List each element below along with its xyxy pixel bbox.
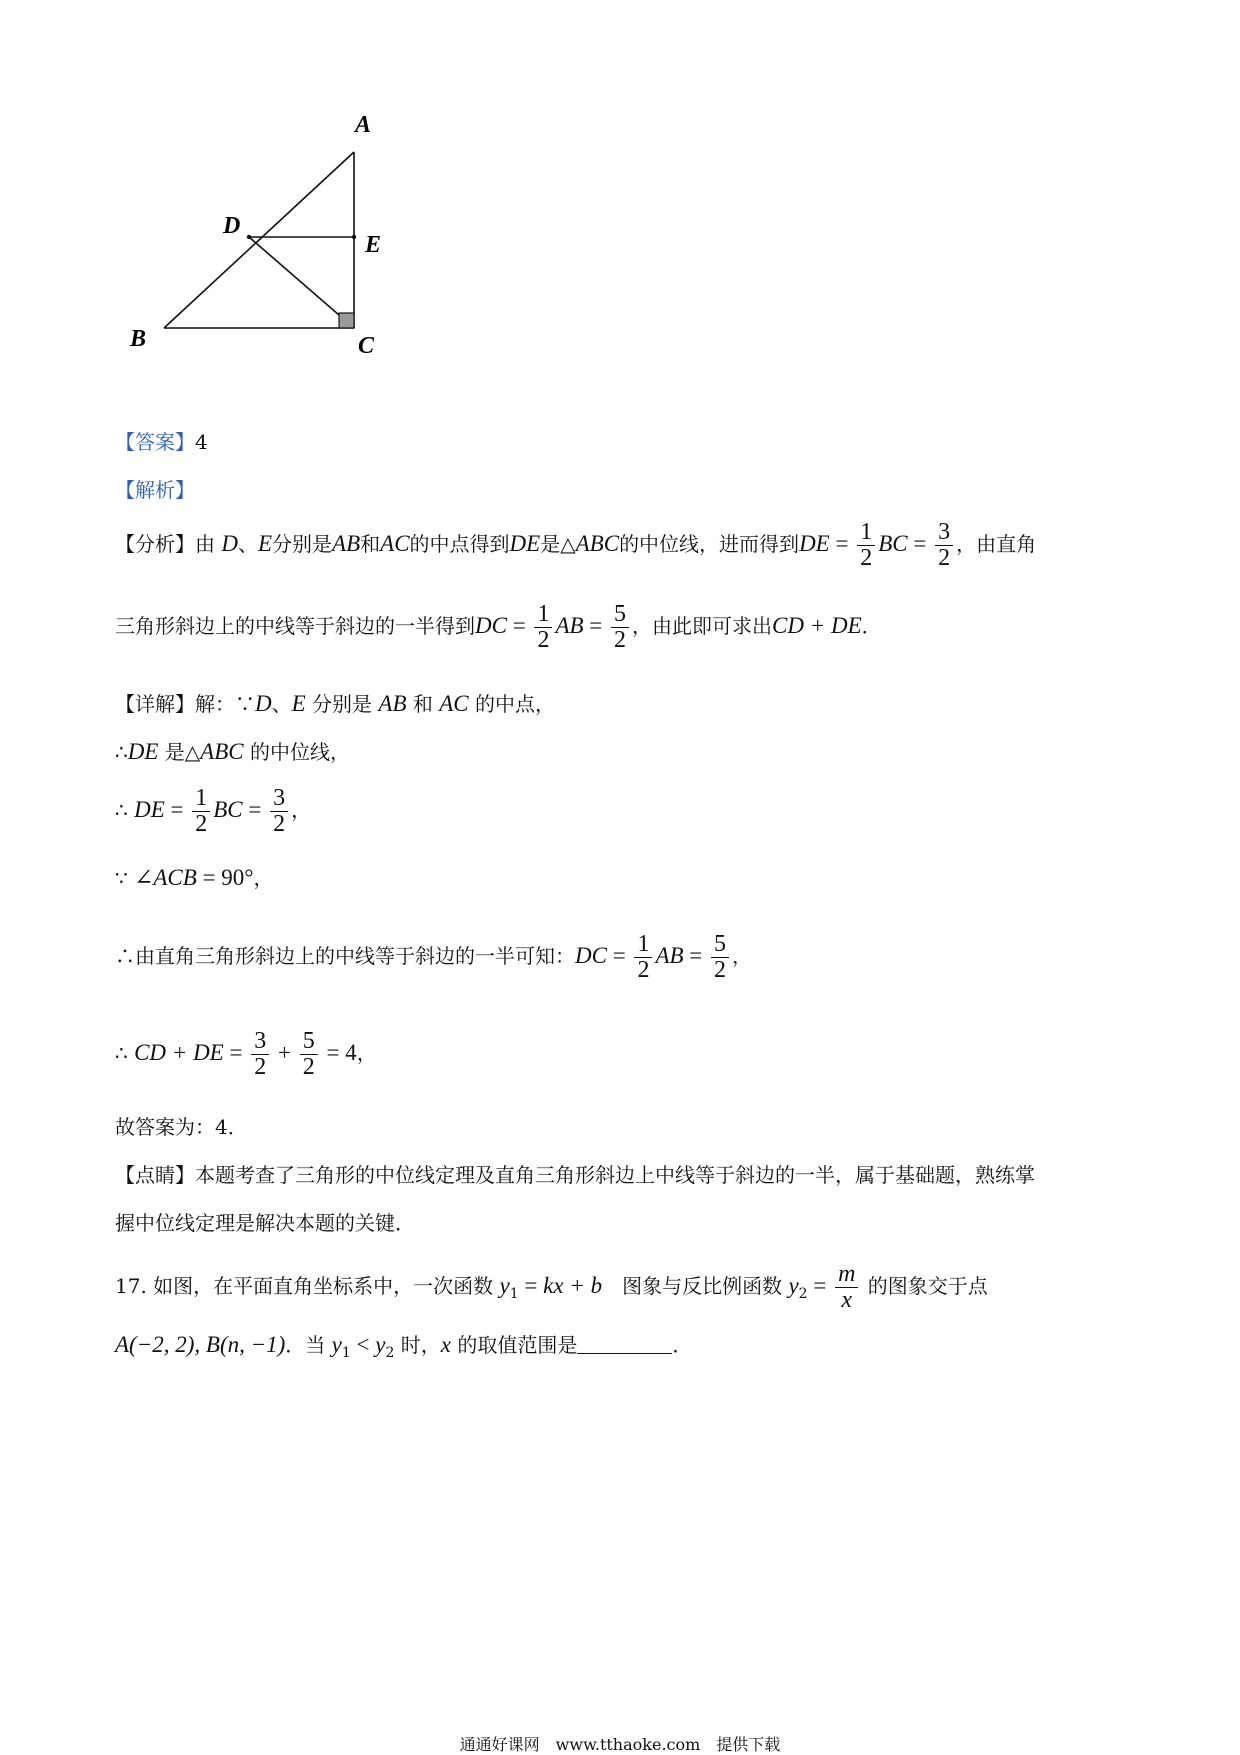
detail-line-7: 故答案为：4． xyxy=(115,1115,248,1139)
text: 和 xyxy=(360,532,381,557)
math: ABC xyxy=(200,739,244,764)
fraction xyxy=(611,602,629,653)
text: 的中点得到 xyxy=(409,532,510,557)
answer-blank[interactable] xyxy=(577,1335,672,1354)
text: ∴ xyxy=(115,1041,135,1066)
text: 的中点， xyxy=(468,692,555,716)
text: ∴ xyxy=(115,798,135,823)
math: = 90° xyxy=(196,865,254,890)
math: AB xyxy=(378,691,407,716)
point-d xyxy=(247,235,251,239)
math: = xyxy=(606,943,632,969)
subscript: 2 xyxy=(385,1345,395,1361)
text: ， xyxy=(732,944,753,969)
text: ，由此即可求出 xyxy=(632,614,773,639)
text: 是△ xyxy=(158,740,201,764)
math: AC xyxy=(439,691,469,716)
text: 如图，在平面直角坐标系中，一次函数 xyxy=(146,1274,500,1299)
text: ， xyxy=(356,1041,377,1066)
denominator: 2 xyxy=(300,1054,318,1080)
detail-tag: 【详解】 xyxy=(115,692,195,716)
detail-line-4 xyxy=(115,866,273,889)
text: 和 xyxy=(406,692,440,716)
math: + xyxy=(272,1040,297,1066)
fraction xyxy=(192,786,210,837)
math: = xyxy=(583,613,609,639)
fenxi-line-1 xyxy=(115,520,1036,571)
right-angle-mark xyxy=(339,313,354,328)
math: ABC xyxy=(575,531,620,557)
detail-line-5 xyxy=(115,932,752,983)
math: DC xyxy=(475,613,507,639)
denominator: 2 xyxy=(857,545,875,571)
numerator: 3 xyxy=(254,1028,267,1054)
answer-line xyxy=(115,432,208,452)
numerator: 1 xyxy=(537,601,550,627)
math: = xyxy=(518,1273,544,1299)
math: DE xyxy=(799,531,830,557)
math: x xyxy=(440,1332,451,1357)
answer-value: 4 xyxy=(195,430,208,454)
text: 的取值范围是 xyxy=(450,1333,578,1357)
answer-tag: 【答案】 xyxy=(115,430,195,454)
fenxi-tag: 【分析】 xyxy=(115,532,195,557)
text: 三角形斜边上的中线等于斜边的一半得到 xyxy=(115,614,475,639)
text: ∴由直角三角形斜边上的中线等于斜边的一半可知： xyxy=(115,944,575,969)
math: < xyxy=(350,1332,376,1357)
fraction xyxy=(835,1262,858,1313)
label-b: B xyxy=(130,326,147,352)
fraction xyxy=(711,932,729,983)
text: 解：∵ xyxy=(195,692,255,716)
math: y xyxy=(499,1273,510,1299)
points: A(−2, 2), B(n, −1) xyxy=(115,1332,286,1357)
math: DE xyxy=(127,739,159,764)
fraction xyxy=(857,520,875,571)
segment-dc xyxy=(249,237,354,328)
point-e xyxy=(352,235,356,239)
math: AB xyxy=(332,531,361,557)
math: = xyxy=(506,613,532,639)
math: DE xyxy=(509,531,541,557)
denominator: 2 xyxy=(251,1054,269,1080)
label-c: C xyxy=(358,333,375,359)
label-d: D xyxy=(223,213,241,239)
triangle-figure xyxy=(120,110,440,400)
text: ∴ xyxy=(115,740,128,764)
math: = xyxy=(223,1040,249,1066)
fraction xyxy=(270,786,288,837)
text: 的图象交于点 xyxy=(861,1274,988,1299)
numerator: 1 xyxy=(637,931,650,957)
text: 分别是 xyxy=(305,692,379,716)
text: 图象与反比例函数 xyxy=(602,1274,789,1299)
numerator: 3 xyxy=(938,519,951,545)
fraction xyxy=(534,602,552,653)
text: ． xyxy=(861,614,882,639)
dianjing-line-2: 握中位线定理是解决本题的关键． xyxy=(115,1211,415,1235)
math: = xyxy=(829,531,855,557)
q17-line-1 xyxy=(115,1262,988,1313)
text: ． xyxy=(672,1333,693,1357)
denominator: 2 xyxy=(611,627,629,653)
math: BC xyxy=(213,797,243,823)
text: ， xyxy=(253,866,274,890)
math: = 4 xyxy=(320,1040,357,1066)
text: ，由直角 xyxy=(956,532,1037,557)
math: BC xyxy=(878,531,908,557)
q17-line-2 xyxy=(115,1333,692,1360)
text: 由 xyxy=(195,532,222,557)
denominator: 2 xyxy=(711,957,729,983)
numerator: 1 xyxy=(195,785,208,811)
math: DE xyxy=(134,797,165,823)
denominator: x xyxy=(835,1287,858,1313)
math: y xyxy=(375,1332,386,1357)
numerator: 3 xyxy=(273,785,286,811)
math: kx + b xyxy=(543,1273,603,1299)
math: DC xyxy=(575,943,607,969)
math: AB xyxy=(555,613,584,639)
math: = xyxy=(807,1273,833,1299)
numerator: m xyxy=(838,1261,856,1287)
subscript: 1 xyxy=(341,1345,351,1361)
fraction xyxy=(935,520,953,571)
math: E xyxy=(291,691,306,716)
math: CD + DE xyxy=(772,613,862,639)
text: ， xyxy=(291,798,312,823)
footer-text: 通通好课网 www.tthaoke.com 提供下载 xyxy=(459,1735,781,1754)
detail-line-6 xyxy=(115,1029,377,1080)
text: ．当 xyxy=(285,1333,332,1357)
numerator: 5 xyxy=(614,601,627,627)
text: 的中位线，进而得到 xyxy=(619,532,800,557)
math: y xyxy=(788,1273,799,1299)
dianjing-tag: 【点睛】 xyxy=(115,1163,195,1187)
math: ∠ACB xyxy=(134,865,197,890)
label-a: A xyxy=(355,112,372,138)
dianjing-line-1 xyxy=(115,1165,1035,1185)
math: E xyxy=(257,531,273,557)
detail-line-2 xyxy=(115,740,350,763)
denominator: 2 xyxy=(935,545,953,571)
math: D xyxy=(255,691,272,716)
question-number: 17. xyxy=(115,1274,147,1299)
text: 是△ xyxy=(540,532,576,557)
denominator: 2 xyxy=(192,811,210,837)
math: AC xyxy=(380,531,410,557)
denominator: 2 xyxy=(634,957,652,983)
text: 时， xyxy=(394,1333,441,1357)
detail-line-3 xyxy=(115,786,311,837)
text: ∵ xyxy=(115,866,135,890)
numerator: 5 xyxy=(714,931,727,957)
subscript: 2 xyxy=(798,1286,808,1303)
numerator: 1 xyxy=(860,519,873,545)
math: y xyxy=(331,1332,342,1357)
subscript: 1 xyxy=(509,1286,519,1303)
fraction xyxy=(251,1029,269,1080)
math: = xyxy=(683,943,709,969)
text: 、 xyxy=(237,532,258,557)
numerator: 5 xyxy=(302,1028,315,1054)
detail-line-1 xyxy=(115,692,555,715)
text: 、 xyxy=(271,692,292,716)
text: 分别是 xyxy=(272,532,333,557)
fraction xyxy=(300,1029,318,1080)
math: AB xyxy=(655,943,684,969)
analysis-tag: 【解析】 xyxy=(115,478,195,502)
math: = xyxy=(907,531,933,557)
fraction xyxy=(634,932,652,983)
label-e: E xyxy=(365,232,382,258)
math: = xyxy=(164,797,190,823)
denominator: 2 xyxy=(534,627,552,653)
denominator: 2 xyxy=(270,811,288,837)
text: 的中位线， xyxy=(243,740,350,764)
fenxi-line-2 xyxy=(115,602,882,653)
math: = xyxy=(242,797,268,823)
text: 本题考查了三角形的中位线定理及直角三角形斜边上中线等于斜边的一半，属于基础题，熟练掌 xyxy=(195,1163,1035,1187)
math: D xyxy=(221,531,238,557)
segment-ab xyxy=(164,152,354,328)
math: CD + DE xyxy=(134,1040,224,1066)
